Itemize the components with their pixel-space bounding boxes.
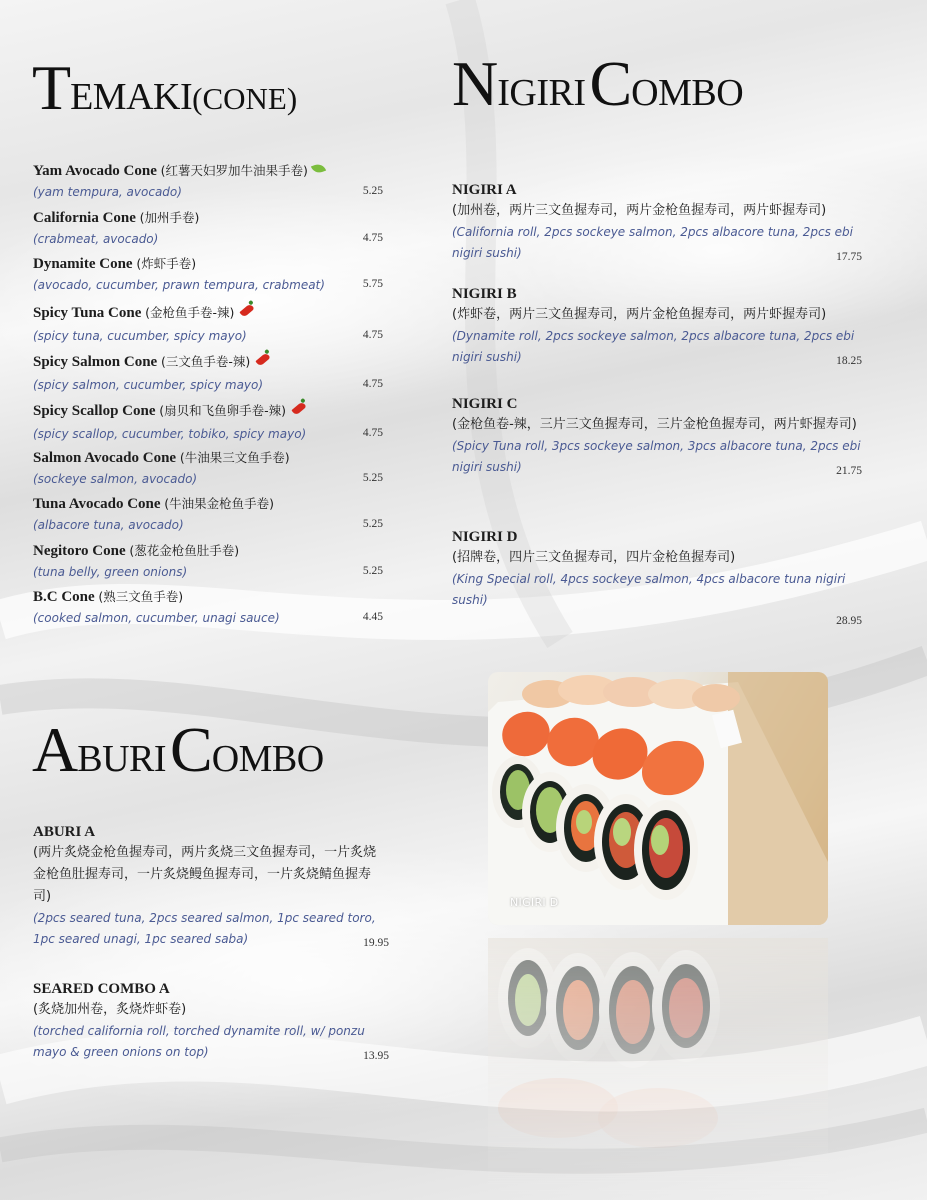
menu-item [33,300,383,349]
item-description: (King Special roll, 4pcs sockeye salmon, 4pcs albacore tuna nigiri sushi) [452,572,846,607]
menu-item-seared-combo-a [33,979,389,1063]
item-description: (cooked salmon, cucumber, unagi sauce) [33,611,280,625]
menu-item-nigiri-a [452,180,862,264]
menu-item [33,493,383,540]
item-name: NIGIRI D [452,529,518,545]
item-chinese-name: (招牌卷，四片三文鱼握寿司，四片金枪鱼握寿司) [452,550,736,565]
menu-item [33,586,383,633]
item-chinese-name: (三文鱼手卷-辣) [160,353,251,369]
item-price: 18.25 [836,355,862,367]
item-price: 5.25 [362,471,383,484]
item-description: (avocado, cucumber, prawn tempura, crabmeat) [33,278,325,292]
item-name: Negitoro Cone [33,542,126,559]
leaf-icon [311,162,326,175]
item-price: 19.95 [363,937,389,949]
item-name: NIGIRI A [452,182,517,198]
item-chinese-name: (加州卷，两片三文鱼握寿司，两片金枪鱼握寿司，两片虾握寿司) [452,203,827,218]
item-price: 4.75 [362,426,383,439]
menu-item [33,207,383,254]
chili-icon [256,352,271,366]
item-price: 4.45 [362,611,383,623]
item-chinese-name: (炸虾卷，两片三文鱼握寿司，两片金枪鱼握寿司，两片虾握寿司) [452,307,827,322]
item-price: 4.75 [362,377,383,390]
temaki-title: TEMAKI(CONE) [32,52,298,123]
menu-item [33,540,383,587]
item-description: (sockeye salmon, avocado) [33,471,198,486]
item-price: 4.75 [362,231,383,244]
nigiri-combo-title: NIGIRI COMBO [452,48,744,119]
item-description: (spicy scallop, cucumber, tobiko, spicy mayo) [33,426,307,441]
item-name: California Cone [33,209,136,226]
item-chinese-name: (金枪鱼手卷-辣) [145,304,235,320]
item-name: Tuna Avocado Cone [33,496,161,512]
item-chinese-name: (红薯天妇罗加牛油果手卷) [160,163,308,178]
item-chinese-name: (加州手卷) [139,209,200,225]
chili-icon [240,303,255,317]
item-chinese-name: (炙烧加州卷，炙烧炸虾卷) [33,1002,187,1017]
item-description: (Dynamite roll, 2pcs sockeye salmon, 2pcs albacore tuna, 2pcs ebi nigiri sushi) [452,329,855,364]
item-name: NIGIRI B [452,286,517,302]
item-description: (California roll, 2pcs sockeye salmon, 2pcs albacore tuna, 2pcs ebi nigiri sushi) [452,225,853,260]
menu-item [33,349,383,398]
menu-item [33,398,383,447]
item-chinese-name: (牛油果金枪鱼手卷) [164,496,275,511]
item-chinese-name: (葱花金枪鱼肚手卷) [129,542,240,558]
menu-item-nigiri-b [452,284,862,368]
chili-icon [291,401,306,415]
item-description: (Spicy Tuna roll, 3pcs sockeye salmon, 3pcs albacore tuna, 2pcs ebi nigiri sushi) [452,439,861,474]
photo-caption: NIGIRI D [510,896,559,909]
item-name: Spicy Scallop Cone [33,402,156,419]
item-description: (spicy salmon, cucumber, spicy mayo) [33,377,264,392]
item-price: 13.95 [363,1050,389,1062]
item-price: 5.75 [362,278,383,290]
menu-item-nigiri-c [452,394,862,478]
item-description: (spicy tuna, cucumber, spicy mayo) [33,328,247,343]
item-price: 5.25 [362,564,383,577]
item-price: 17.75 [836,251,862,263]
sushi-photo-reflection [488,938,828,1200]
item-name: Yam Avocado Cone [33,163,157,179]
item-price: 21.75 [836,465,862,477]
item-price: 5.25 [362,185,383,197]
item-chinese-name: (熟三文鱼手卷) [98,589,184,604]
aburi-combo-title: ABURI COMBO [32,714,324,785]
item-name: Salmon Avocado Cone [33,449,177,466]
item-name: Spicy Salmon Cone [33,353,158,370]
menu-item [33,447,383,494]
sushi-illustration [488,672,828,925]
item-name: SEARED COMBO A [33,981,170,997]
item-price: 4.75 [362,328,383,341]
item-chinese-name: (牛油果三文鱼手卷) [179,449,290,465]
item-price: 5.25 [362,518,383,530]
menu-item-aburi-a [33,822,389,950]
item-description: (crabmeat, avocado) [33,231,159,246]
item-chinese-name: (炸虾手卷) [136,256,197,271]
item-description: (albacore tuna, avocado) [33,518,184,532]
item-description: (torched california roll, torched dynamite roll, w/ ponzu mayo & green onions on top) [33,1024,365,1059]
item-name: ABURI A [33,824,96,840]
sushi-reflection-illustration [488,938,828,1200]
item-chinese-name: (两片炙烧金枪鱼握寿司，两片炙烧三文鱼握寿司，一片炙烧金枪鱼肚握寿司，一片炙烧鳗鱼握寿司，一片炙烧鲭鱼握寿司) [33,845,377,904]
menu-item [33,253,383,300]
item-description: (tuna belly, green onions) [33,564,188,579]
sushi-photo [488,672,828,925]
menu-item-nigiri-d [452,527,862,631]
item-price: 28.95 [836,615,862,627]
item-name: Spicy Tuna Cone [33,304,142,321]
item-name: B.C Cone [33,589,95,605]
item-description: (yam tempura, avocado) [33,185,182,199]
item-chinese-name: (扇贝和飞鱼卵手卷-辣) [159,402,287,418]
item-description: (2pcs seared tuna, 2pcs seared salmon, 1pc seared toro, 1pc seared unagi, 1pc seared saba) [33,911,376,946]
item-name: NIGIRI C [452,396,518,412]
item-chinese-name: (金枪鱼卷-辣，三片三文鱼握寿司，三片金枪鱼握寿司，两片虾握寿司) [452,417,857,432]
item-name: Dynamite Cone [33,256,133,272]
temaki-list [33,160,383,633]
menu-item [33,160,383,207]
